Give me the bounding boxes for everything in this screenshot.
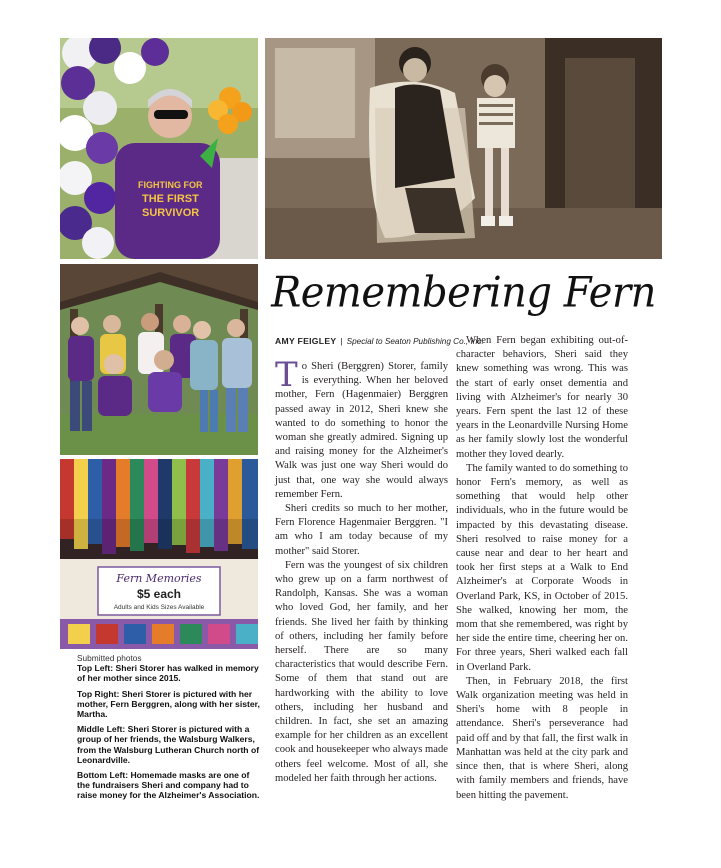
photo-homemade-masks — [60, 459, 258, 649]
byline-author: AMY FEIGLEY — [275, 336, 337, 346]
caption-bottom-left: Bottom Left: Homemade masks are one of the fundraisers Sheri and company had to raise money for the Alzheimer's Association. — [77, 770, 260, 801]
photo-sheri-balloons — [60, 38, 258, 259]
article-paragraph: When Fern began exhibiting out-of-character behaviors, Sheri said they knew something was wrong. This was the start of early onset dementia and living with Alzheimer's for nearly 30 years. Fern spent the last 12 of these years in the Leonardville Nursing Home as her family slowly lost the wonderful mother they loved dearly. — [456, 335, 628, 460]
article-column-2 — [456, 334, 628, 803]
article-paragraph: The family wanted to do something to honor Fern's memory, as well as something that would help other individuals, who in the future would be impacted by this devastating disease. Sheri resolved to raise money for a cause near and dear to her heart and took her first steps at a Walk to End Alzheimer's at Corporate Woods in Overland Park, KS, in October of 2015. She walked, knowing her mom, the mom that she remembered, was right by her side the entire time, cheering her on. For three years, Sheri walked each fall in Overland Park. — [456, 462, 628, 673]
article-column-1 — [275, 355, 448, 786]
mask-sign-title: Fern Memories — [116, 572, 202, 585]
article-paragraph — [275, 355, 448, 502]
caption-top-left: Top Left: Sheri Storer has walked in memory of her mother since 2015. — [77, 663, 259, 684]
byline-separator: | — [340, 336, 343, 346]
drop-cap: T — [275, 355, 298, 395]
mask-sign-sub: Adults and Kids Sizes Available — [113, 604, 205, 611]
article-paragraph: Fern was the youngest of six children who grew up on a farm northwest of Randolph, Kansas. She was a woman who loved God, her family, and her friends. She lived her faith by thinking of others, including her family before herself. There are so many characteristics that would describe Fern. Some of them that stand out are hardworking with the ability to love others, including her husband and children. In fact, she set an amazing example for her children as an excellent cook and housekeeper who always made others feel welcome. Most of all, she modeled her faith through her actions. — [275, 559, 448, 784]
byline — [275, 336, 484, 346]
photo-captions — [77, 653, 262, 806]
caption-middle-left: Middle Left: Sheri Storer is pictured with a group of her friends, the Walsburg Walkers, from the Walsburg Lutheran Church north of Leonardville. — [77, 724, 260, 765]
article-paragraph-text: o Sheri (Berggren) Storer, family is everything. When her beloved mother, Fern (Hagenmaier) Berggren passed away in 2012, Sheri knew she wanted to do something to honor the woman she greatly admired. Signing up and raising money for the Alzheimer's Walk was just one way Sheri would do just that, one way she would always remember Fern. — [275, 361, 448, 500]
shirt-text-3: SURVIVOR — [142, 207, 200, 219]
article-paragraph: Sheri credits so much to her mother, Fern Florence Hagenmaier Berggren. "I am who I am today because of my mother" said Storer. — [275, 503, 448, 557]
photo-homemade-masks-image — [60, 459, 258, 649]
mask-sign-price: $5 each — [136, 587, 182, 601]
photo-walsburg-walkers — [60, 264, 258, 455]
photo-credit: Submitted photos — [77, 653, 142, 663]
article-paragraph: Then, in February 2018, the first Walk organization meeting was held in Sheri's home with 8 people in attendance. Sheri's perseverance had paid off and by that fall, the first walk in Manhattan was held at the city park and since then, that is where Sheri, along with family members and friends, have been hitting the pavement. — [456, 675, 628, 801]
caption-top-right: Top Right: Sheri Storer is pictured with her mother, Fern Berggren, along with her sister, Martha. — [77, 688, 260, 720]
byline-affiliation: Special to Seaton Publishing Co., Inc. — [346, 337, 484, 346]
photo-walsburg-walkers-image — [60, 264, 258, 455]
shirt-text-1: FIGHTING FOR — [138, 180, 203, 190]
headline: Remembering Fern — [271, 268, 656, 318]
photo-fern-vintage-image — [265, 38, 662, 259]
shirt-text-2: THE FIRST — [142, 193, 199, 205]
photo-fern-vintage — [265, 38, 662, 259]
photo-sheri-balloons-image — [60, 38, 258, 259]
